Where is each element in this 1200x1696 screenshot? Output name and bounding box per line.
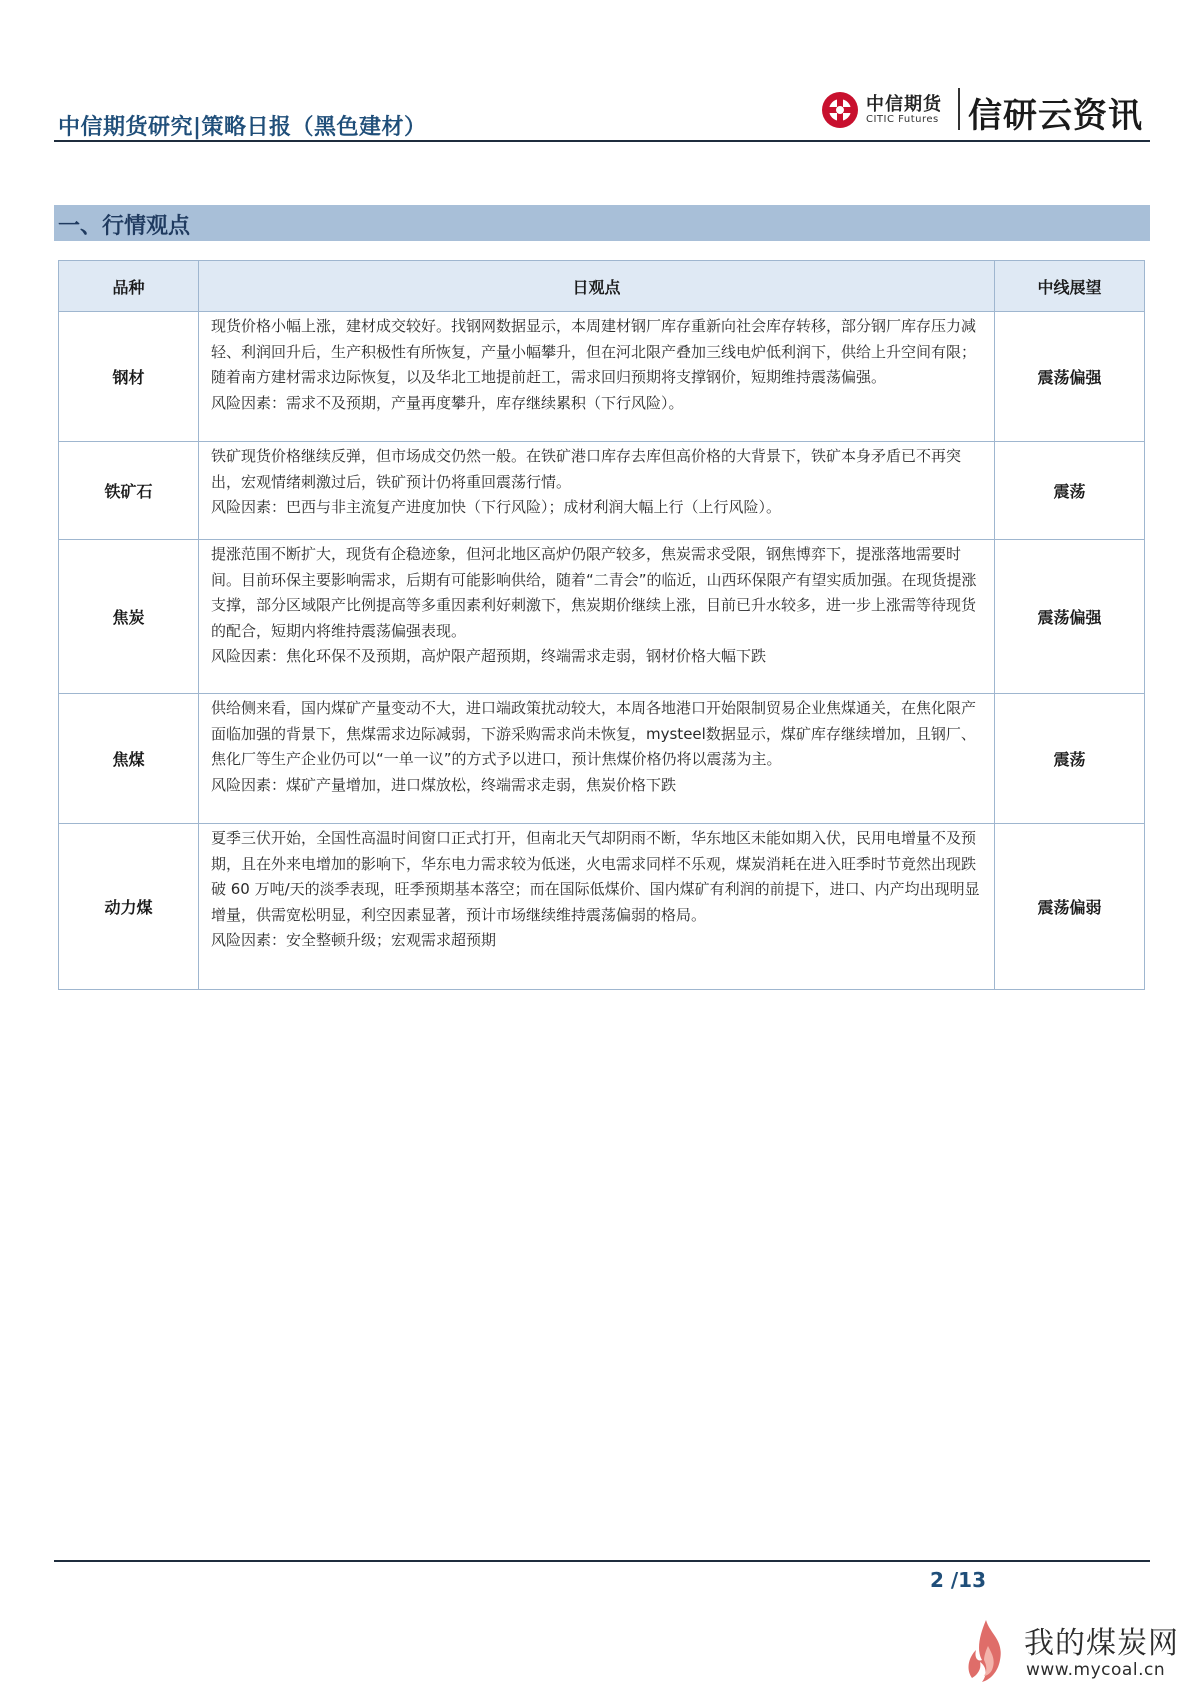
watermark-name: 我的煤炭网: [1024, 1626, 1179, 1661]
risk-text: 风险因素：安全整顿升级；宏观需求超预期: [211, 931, 497, 949]
view-text: 现货价格小幅上涨，建材成交较好。找钢网数据显示，本周建材钢厂库存重新向社会库存转移，部分钢厂库存压力减轻、利润回升后，生产积极性有所恢复，产量小幅攀升，但在河北限产叠加三线电炉低利润下，供给上升空间有限；随着南方建材需求边际恢复，以及华北工地提前赶工，需求回归预期将支撑钢价，短期维持震荡偏强。: [211, 317, 977, 386]
logo-brand: 信研云资讯: [968, 96, 1143, 136]
risk-text: 风险因素：巴西与非主流复产进度加快（下行风险）；成材利润大幅上行（上行风险）。: [211, 498, 782, 516]
daily-view-cell: [199, 540, 995, 694]
outlook-cell: 震荡偏弱: [995, 824, 1145, 990]
header-divider: [54, 140, 1150, 142]
daily-view-cell: [199, 312, 995, 442]
citic-emblem-icon: [820, 90, 860, 130]
daily-view-cell: [199, 824, 995, 990]
logo-company-cn: 中信期货: [866, 94, 942, 115]
section-header: [54, 205, 1150, 241]
column-header-outlook: 中线展望: [995, 261, 1145, 312]
category-cell: 钢材: [59, 312, 199, 442]
view-text: 供给侧来看，国内煤矿产量变动不大，进口端政策扰动较大，本周各地港口开始限制贸易企业焦煤通关，在焦化限产面临加强的背景下，焦煤需求边际减弱，下游采购需求尚未恢复，mysteel数据显示，煤矿库存继续增加，且钢厂、焦化厂等生产企业仍可以“一单一议”的方式予以进口，预计焦煤价格仍将以震荡为主。: [211, 699, 977, 768]
view-text: 夏季三伏开始，全国性高温时间窗口正式打开，但南北天气却阴雨不断，华东地区未能如期入伏，民用电增量不及预期，且在外来电增加的影响下，华东电力需求较为低迷，火电需求同样不乐观，煤炭消耗在进入旺季时节竟然出现跌破 60 万吨/天的淡季表现，旺季预期基本落空；而在国际低煤价、国内煤矿有利润的前提下，进口、内产均出现明显增量，供需宽松明显，利空因素显著，预计市场继续维持震荡偏弱的格局。: [211, 829, 980, 924]
watermark-url: www.mycoal.cn: [1026, 1660, 1166, 1680]
risk-text: 风险因素：煤矿产量增加，进口煤放松，终端需求走弱，焦炭价格下跌: [211, 775, 677, 794]
outlook-cell: 震荡偏强: [995, 540, 1145, 694]
section-title: 一、行情观点: [58, 214, 191, 239]
footer-divider: [54, 1560, 1150, 1562]
outlook-cell: 震荡: [995, 694, 1145, 824]
table-header-row: [59, 261, 1145, 312]
report-title: 中信期货研究|策略日报（黑色建材）: [58, 115, 427, 140]
category-cell: 铁矿石: [59, 442, 199, 540]
page-number: 2 /13: [930, 1568, 987, 1592]
table-row: [59, 442, 1145, 540]
flame-icon: [960, 1616, 1012, 1686]
column-header-category: 品种: [59, 261, 199, 312]
site-watermark: [960, 1612, 1180, 1692]
category-cell: 焦炭: [59, 540, 199, 694]
outlook-cell: 震荡偏强: [995, 312, 1145, 442]
category-cell: 动力煤: [59, 824, 199, 990]
view-text: 提涨范围不断扩大，现货有企稳迹象，但河北地区高炉仍限产较多，焦炭需求受限，钢焦博弈下，提涨落地需要时间。目前环保主要影响需求，后期有可能影响供给，随着“二青会”的临近，山西环保限产有望实质加强。在现货提涨支撑，部分区域限产比例提高等多重因素利好刺激下，焦炭期价继续上涨，目前已升水较多，进一步上涨需等待现货的配合，短期内将维持震荡偏强表现。: [211, 545, 977, 640]
table-row: [59, 824, 1145, 990]
table-row: [59, 312, 1145, 442]
risk-text: 风险因素：需求不及预期，产量再度攀升，库存继续累积（下行风险）。: [211, 393, 684, 412]
logo-company-en: CITIC Futures: [866, 114, 939, 125]
market-view-table: [58, 260, 1145, 990]
column-header-daily-view: 日观点: [199, 261, 995, 312]
logo-divider: [958, 88, 960, 130]
category-cell: 焦煤: [59, 694, 199, 824]
table-row: [59, 694, 1145, 824]
daily-view-cell: [199, 694, 995, 824]
view-text: 铁矿现货价格继续反弹，但市场成交仍然一般。在铁矿港口库存去库但高价格的大背景下，铁矿本身矛盾已不再突出，宏观情绪刺激过后，铁矿预计仍将重回震荡行情。: [211, 447, 962, 491]
table-row: [59, 540, 1145, 694]
risk-text: 风险因素：焦化环保不及预期，高炉限产超预期，终端需求走弱，钢材价格大幅下跌: [211, 647, 767, 665]
outlook-cell: 震荡: [995, 442, 1145, 540]
daily-view-cell: [199, 442, 995, 540]
company-logo: [820, 86, 1150, 136]
